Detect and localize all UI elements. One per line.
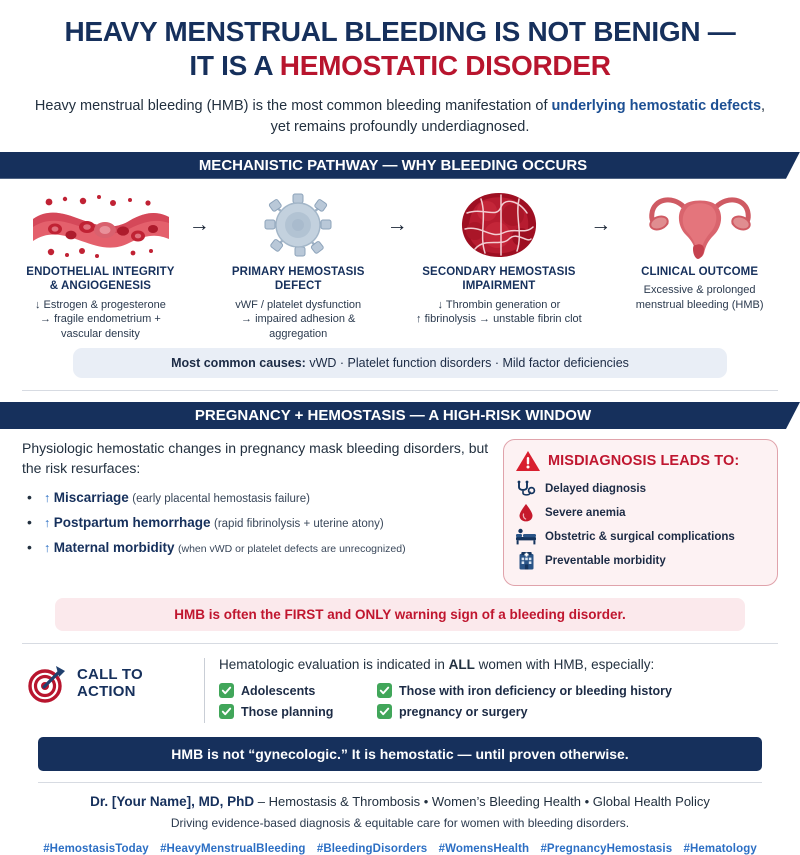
hashtag-row: [20, 843, 780, 855]
fibrin-clot-icon: [414, 189, 585, 261]
pathway-step-3-desc: ↓ Thrombin generation or ↑ fibrinolysis → unstable fibrin clot: [416, 298, 582, 326]
pathway-step-3-title: SECONDARY HEMOSTASIS IMPAIRMENT: [422, 265, 576, 293]
call-to-action-section: [0, 644, 800, 725]
pregnancy-lead-text: Physiologic hemostatic changes in pregnancy mask bleeding disorders, but the risk resurfaces:: [22, 440, 489, 476]
cta-title: [77, 666, 143, 701]
page-title-line2-pre: IT IS A: [189, 50, 280, 82]
checklist-label: pregnancy or surgery: [399, 704, 528, 719]
pathway-step-2-desc: vWF / platelet dysfunction → impaired adhesion & aggregation: [235, 298, 362, 341]
list-item: [515, 503, 766, 522]
footer-credentials: – Hemostasis & Thrombosis • Women’s Bleeding Health • Global Health Policy: [254, 794, 710, 810]
risk-term: Maternal morbidity: [53, 540, 175, 556]
checkmark-icon: [219, 683, 234, 698]
blood-drop-icon: [515, 503, 537, 522]
checklist-item[interactable]: [377, 704, 528, 719]
misdiagnosis-item-label: Delayed diagnosis: [545, 482, 646, 495]
page-title-line1: HEAVY MENSTRUAL BLEEDING IS NOT BENIGN —: [64, 16, 736, 47]
checklist-label: Those with iron deficiency or bleeding history: [399, 683, 672, 698]
platelet-icon: [216, 189, 381, 261]
up-arrow-icon: ↑: [44, 541, 51, 556]
cta-content: [219, 656, 774, 725]
risk-note: (when vWD or platelet defects are unrecognized): [178, 543, 406, 556]
stethoscope-icon: [515, 479, 537, 498]
warning-triangle-icon: [515, 449, 541, 473]
cta-divider: [204, 658, 205, 723]
hashtag[interactable]: #PregnancyHemostasis: [540, 843, 673, 855]
closing-statement-band: HMB is not “gynecologic.” It is hemostatic — until proven otherwise.: [38, 737, 762, 771]
misdiagnosis-box: [503, 439, 778, 586]
list-item: [515, 527, 766, 546]
pathway-step-1-title: ENDOTHELIAL INTEGRITY & ANGIOGENESIS: [26, 265, 175, 293]
pathway-step-2-title: PRIMARY HEMOSTASIS DEFECT: [231, 265, 365, 293]
risk-note: (rapid fibrinolysis + uterine atony): [214, 518, 384, 531]
pathway-step-endothelial: [18, 189, 183, 342]
page-title-line2: [30, 50, 770, 81]
arrow-right-icon-1: →: [188, 212, 210, 236]
hashtag[interactable]: #HeavyMenstrualBleeding: [160, 843, 306, 855]
checklist-item[interactable]: [219, 683, 369, 698]
subtitle-part1: Heavy menstrual bleeding (HMB) is the most common bleeding manifestation of: [34, 97, 552, 114]
risk-term: Miscarriage: [53, 490, 129, 506]
checklist-item[interactable]: [377, 683, 672, 698]
pathway-banner-label: MECHANISTIC PATHWAY — WHY BLEEDING OCCURS: [198, 156, 588, 174]
pathway-section-banner: [0, 152, 800, 179]
list-item: [22, 538, 491, 559]
cta-lead-bold: ALL: [448, 657, 475, 673]
checklist-label: Those planning: [241, 704, 334, 719]
checkmark-icon: [377, 683, 392, 698]
uterus-icon: [617, 189, 782, 261]
risk-note: (early placental hemostasis failure): [132, 493, 310, 506]
pathway-step-primary: [216, 189, 381, 342]
key-highlight-band: HMB is often the FIRST and ONLY warning sign of a bleeding disorder.: [55, 598, 745, 631]
list-item: [515, 551, 766, 570]
arrow-right-icon-2: →: [386, 212, 408, 236]
misdiagnosis-title: MISDIAGNOSIS LEADS TO:: [548, 453, 740, 470]
common-causes-band: [73, 348, 727, 378]
checklist-row: [219, 704, 774, 719]
checklist-item[interactable]: [219, 704, 369, 719]
hospital-building-icon: [515, 551, 537, 570]
pathway-step-4-desc: Excessive & prolonged menstrual bleeding (HMB): [635, 284, 764, 311]
pregnancy-left-column: [22, 439, 491, 586]
common-causes-label: Most common causes:: [171, 356, 306, 371]
blood-vessel-icon: [18, 189, 183, 261]
misdiagnosis-item-label: Obstetric & surgical complications: [545, 530, 735, 543]
checkmark-icon: [377, 704, 392, 719]
pregnancy-risk-list: [22, 488, 491, 559]
hospital-bed-icon: [515, 527, 537, 546]
cta-lead-post: women with HMB, especially:: [474, 657, 655, 673]
cta-checklist: [219, 683, 774, 719]
cta-lead-pre: Hematologic evaluation is indicated in: [219, 657, 449, 673]
cta-title-line1: CALL TO: [77, 665, 143, 683]
up-arrow-icon: ↑: [44, 516, 51, 531]
hashtag[interactable]: #HemostasisToday: [43, 843, 149, 855]
footer-byline: [20, 793, 780, 812]
checklist-row: [219, 683, 774, 698]
pathway-step-secondary: [414, 189, 585, 327]
arrow-right-icon-3: →: [590, 212, 612, 236]
subtitle-highlight: underlying hemostatic defects: [551, 97, 762, 114]
pregnancy-banner-label: PREGNANCY + HEMOSTASIS — A HIGH-RISK WINDOW: [194, 407, 592, 425]
footer-author-name: Dr. [Your Name], MD, PhD: [90, 794, 255, 810]
pathway-step-1-desc: ↓ Estrogen & progesterone → fragile endometrium + vascular density: [34, 298, 166, 341]
divider-1: [22, 390, 778, 391]
misdiagnosis-header: [515, 449, 766, 473]
checklist-label: Adolescents: [241, 683, 316, 698]
pathway-step-4-title: CLINICAL OUTCOME: [641, 265, 759, 278]
cta-lead-text: [219, 656, 774, 674]
list-item: [515, 479, 766, 498]
up-arrow-icon: ↑: [44, 491, 51, 506]
common-causes-value: vWD · Platelet function disorders · Mild factor deficiencies: [309, 356, 629, 371]
footer: [0, 783, 800, 855]
hashtag[interactable]: #WomensHealth: [438, 843, 530, 855]
misdiagnosis-item-label: Severe anemia: [545, 506, 626, 519]
page-subtitle: [30, 96, 770, 138]
footer-tagline: Driving evidence-based diagnosis & equitable care for women with bleeding disorders.: [170, 816, 630, 831]
misdiagnosis-item-label: Preventable morbidity: [545, 554, 666, 567]
subtitle-part2: , yet remains profoundly underdiagnosed.: [270, 97, 766, 135]
pregnancy-section-banner: [0, 402, 800, 429]
list-item: [22, 488, 491, 509]
cta-title-line2: ACTION: [77, 683, 136, 701]
hashtag[interactable]: #BleedingDisorders: [316, 843, 428, 855]
page-title-line2-emphasis: HEMOSTATIC DISORDER: [279, 50, 611, 82]
list-item: [22, 513, 491, 534]
cta-label-group: [26, 656, 204, 704]
pathway-flow: [18, 189, 782, 342]
pregnancy-section-body: [0, 429, 800, 586]
checkmark-icon: [219, 704, 234, 719]
pathway-step-outcome: [617, 189, 782, 313]
risk-term: Postpartum hemorrhage: [53, 515, 211, 531]
target-dart-icon: [26, 662, 68, 704]
header-block: [0, 0, 800, 138]
mechanistic-pathway: [0, 179, 800, 378]
hashtag[interactable]: #Hematology: [683, 843, 757, 855]
